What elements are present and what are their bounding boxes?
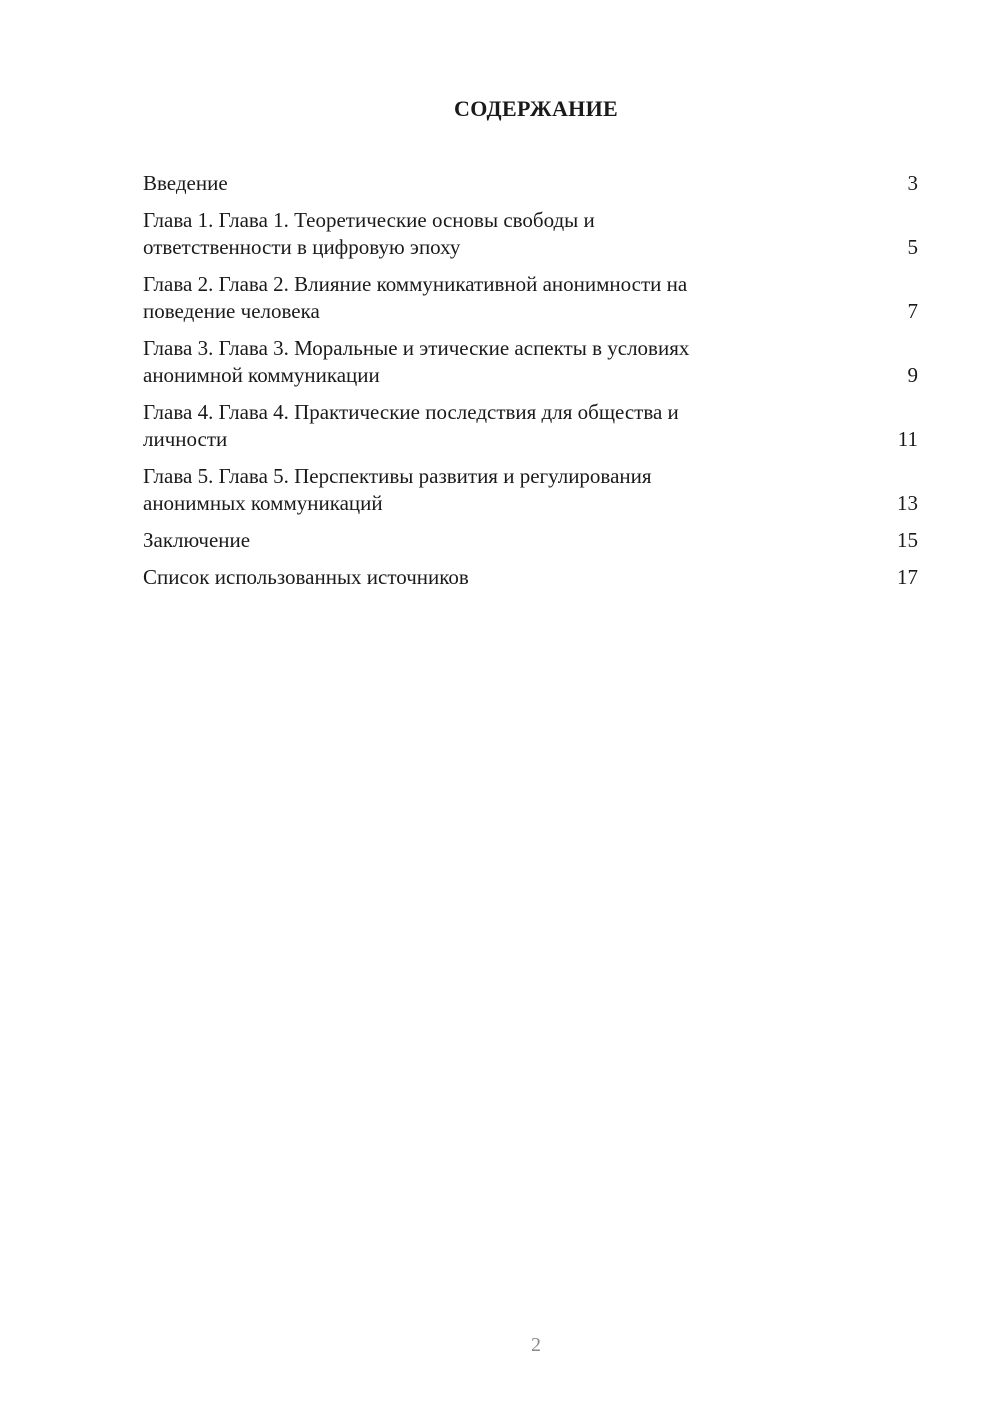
toc-entry-page: 17	[897, 565, 918, 589]
toc-entry-conclusion[interactable]	[143, 527, 918, 554]
toc-entry-page: 7	[907, 299, 918, 323]
toc-entry-label	[143, 207, 908, 261]
toc-entry-label	[143, 335, 908, 389]
toc-entry-label-line: Список использованных источников	[143, 565, 469, 589]
toc-entry-label-line: анонимной коммуникации	[143, 363, 380, 387]
toc-entry-label	[143, 399, 898, 453]
toc-entry-label-line: анонимных коммуникаций	[143, 491, 383, 515]
toc-entry-page: 3	[907, 171, 918, 195]
toc-entry-label-line: Глава 4. Глава 4. Практические последствия для общества и	[143, 400, 679, 424]
toc-entry-label	[143, 463, 897, 517]
toc-entry-label-line: Глава 5. Глава 5. Перспективы развития и регулирования	[143, 464, 652, 488]
toc-entry-page: 13	[897, 491, 918, 515]
table-of-contents	[143, 170, 918, 601]
toc-entry-label	[143, 527, 897, 554]
toc-entry-label-line: Глава 3. Глава 3. Моральные и этические аспекты в условиях	[143, 336, 690, 360]
toc-entry-page: 5	[907, 235, 918, 259]
toc-entry-label-line: ответственности в цифровую эпоху	[143, 235, 461, 259]
toc-entry-chapter-3[interactable]	[143, 335, 918, 389]
toc-entry-label-line: Глава 2. Глава 2. Влияние коммуникативной анонимности на	[143, 272, 688, 296]
toc-entry-references[interactable]	[143, 564, 918, 591]
toc-entry-label-line: личности	[143, 427, 228, 451]
page-number: 2	[531, 1334, 541, 1356]
toc-entry-introduction[interactable]	[143, 170, 918, 197]
toc-entry-label-line: Заключение	[143, 528, 251, 552]
toc-entry-label-line: Глава 1. Глава 1. Теоретические основы свободы и	[143, 208, 595, 232]
toc-entry-chapter-4[interactable]	[143, 399, 918, 453]
toc-entry-label	[143, 170, 908, 197]
toc-entry-page: 11	[897, 427, 918, 451]
toc-entry-chapter-5[interactable]	[143, 463, 918, 517]
toc-entry-page: 15	[897, 528, 918, 552]
toc-entry-page: 9	[907, 363, 918, 387]
page-title: СОДЕРЖАНИЕ	[454, 96, 618, 121]
toc-entry-label-line: Введение	[143, 171, 228, 195]
toc-entry-label	[143, 271, 908, 325]
toc-entry-chapter-1[interactable]	[143, 207, 918, 261]
toc-entry-label-line: поведение человека	[143, 299, 320, 323]
toc-entry-label	[143, 564, 897, 591]
toc-entry-chapter-2[interactable]	[143, 271, 918, 325]
